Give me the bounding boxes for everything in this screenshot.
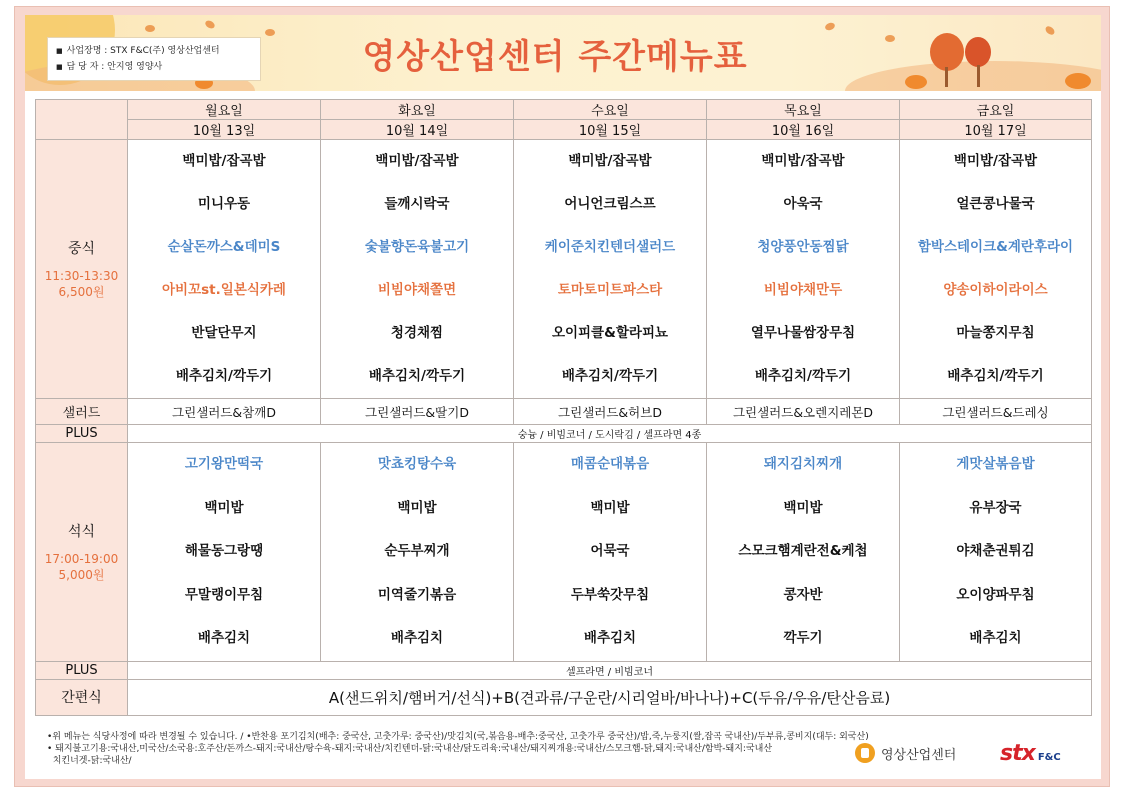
meal-price: 5,000원	[58, 567, 105, 582]
meal-time: 17:00-19:00	[44, 551, 119, 566]
meal-price: 6,500원	[58, 285, 105, 299]
menu-dish: 오이피클&할라피뇨	[551, 325, 669, 341]
menu-dish: 비빔야채쫄면	[377, 282, 457, 298]
day-name: 월요일	[128, 100, 321, 120]
menu-dish: 함박스테이크&계란후라이	[917, 239, 1074, 255]
menu-dish: 돼지김치찌개	[763, 456, 843, 472]
info-line	[56, 43, 252, 59]
menu-dish: 깍두기	[783, 630, 823, 646]
menu-dish: 백미밥/잡곡밥	[953, 153, 1038, 169]
menu-dish: 어묵국	[590, 543, 630, 559]
day-date: 10월 16일	[707, 120, 900, 140]
menu-dish: 배추김치/깍두기	[754, 368, 852, 384]
menu-dish: 토마토미트파스타	[557, 282, 663, 298]
leaf-decoration	[1044, 25, 1056, 37]
bullet-icon: ■	[56, 47, 63, 55]
salad-row	[36, 399, 1092, 425]
menu-dish: 백미밥/잡곡밥	[568, 153, 652, 169]
day-date: 10월 15일	[514, 120, 707, 140]
menu-dish: 백미밥/잡곡밥	[375, 153, 459, 169]
origin-note-line: •위 메뉴는 식당사정에 따라 변경될 수 있습니다. / •반찬용 포기김치(배추: 중국산, 고춧가루: 중국산)/맛김치(국,볶음용-배추:중국산, 고춧가루 중국산)/밥,죽,누룽지(쌀,잡곡 국내산)/두부류,콩비지(대두: 외국산)	[47, 732, 869, 742]
weekly-menu-table	[35, 99, 1092, 716]
info-company: 사업장명 : STX F&C(주) 영상산업센터	[66, 46, 220, 56]
dinner-menu-cell	[900, 443, 1092, 662]
menu-dish: 순두부찌개	[384, 543, 450, 559]
leaf-decoration	[824, 22, 836, 32]
menu-dish: 열무나물쌈장무침	[750, 325, 856, 341]
info-dietitian: 담 당 자 : 안지영 영양사	[66, 62, 163, 72]
menu-dish: 배추김치/깍두기	[947, 368, 1044, 384]
tree-decoration	[945, 67, 948, 87]
day-date: 10월 14일	[321, 120, 514, 140]
leaf-decoration	[204, 19, 216, 30]
menu-dish: 아비꼬st.일본식카레	[162, 282, 286, 298]
menu-dish: 백미밥	[204, 499, 244, 516]
plus-lunch-text: 숭늉 / 비빔코너 / 도시락김 / 셀프라면 4종	[128, 425, 1092, 443]
menu-dish: 양송이하이라이스	[943, 282, 1048, 298]
lunch-menu-cell	[514, 140, 707, 399]
origin-note-line: 치킨너겟-닭:국내산/	[47, 756, 132, 766]
plus-lunch-row	[36, 425, 1092, 443]
day-name: 화요일	[321, 100, 514, 120]
menu-dish: 백미밥	[397, 499, 437, 516]
menu-dish: 아욱국	[783, 196, 823, 212]
menu-dish: 케이준치킨텐더샐러드	[544, 239, 676, 255]
menu-dish: 순살돈까스&데미S	[167, 239, 281, 255]
menu-dish: 유부장국	[969, 499, 1022, 516]
dinner-label-cell	[36, 443, 128, 662]
company-logo	[1000, 741, 1090, 767]
menu-dish: 백미밥/잡곡밥	[761, 153, 845, 169]
menu-dish: 콩자반	[783, 586, 823, 603]
menu-dish: 해물동그랑땡	[184, 543, 264, 559]
menu-sheet	[25, 15, 1101, 779]
origin-note-line: • 돼지불고기용:국내산,미국산/소국용:호주산/돈까스-돼지:국내산/탕수육-돼지:국내산/치킨텐더-닭:국내산/닭도리육:국내산/돼지찌개용:국내산/스모크햄-닭,돼지:국내산/함박-돼지:국내산	[47, 744, 773, 754]
center-logo	[855, 741, 985, 765]
menu-dish: 비빔야채만두	[763, 282, 843, 298]
lunch-menu-cell	[900, 140, 1092, 399]
center-logo-icon	[855, 743, 875, 763]
menu-dish: 백미밥	[783, 499, 823, 516]
menu-dish: 백미밥	[590, 499, 630, 516]
menu-dish: 청양풍안동찜닭	[757, 239, 849, 255]
snack-label: 간편식	[36, 679, 128, 715]
salad-item: 그린샐러드&참깨D	[128, 399, 321, 425]
header-banner	[25, 15, 1101, 91]
menu-dish: 숯불향돈육불고기	[364, 239, 470, 255]
day-name: 수요일	[514, 100, 707, 120]
snack-row	[36, 679, 1092, 715]
menu-dish: 배추김치	[197, 630, 251, 646]
day-name: 목요일	[707, 100, 900, 120]
day-date: 10월 13일	[128, 120, 321, 140]
menu-dish: 고기왕만떡국	[184, 456, 264, 472]
menu-dish: 들깨시락국	[384, 196, 450, 212]
menu-dish: 미니우동	[197, 196, 251, 212]
tree-decoration	[930, 33, 964, 71]
salad-item: 그린샐러드&드레싱	[900, 399, 1092, 425]
tree-decoration	[977, 65, 980, 87]
menu-dish: 스모크햄계란전&케첩	[738, 543, 868, 559]
company-logo-mark: stx	[1000, 741, 1035, 766]
info-box	[47, 37, 261, 81]
snack-text: A(샌드위치/햄버거/선식)+B(견과류/구운란/시리얼바/바나나)+C(두유/우유/탄산음료)	[128, 679, 1092, 715]
leaf-decoration	[145, 25, 155, 32]
menu-dish: 어니언크림스프	[564, 196, 656, 212]
bullet-icon: ■	[56, 63, 63, 71]
lunch-menu-cell	[128, 140, 321, 399]
pumpkin-decoration	[905, 75, 927, 89]
salad-label: 샐러드	[36, 399, 128, 425]
menu-dish: 반달단무지	[191, 325, 257, 341]
meal-name: 중식	[67, 241, 96, 257]
dinner-menu-cell	[707, 443, 900, 662]
menu-dish: 배추김치	[969, 630, 1022, 646]
pumpkin-decoration	[1065, 73, 1091, 89]
salad-item: 그린샐러드&딸기D	[321, 399, 514, 425]
plus-dinner-row	[36, 661, 1092, 679]
menu-dish: 배추김치/깍두기	[175, 368, 273, 384]
company-logo-sub: F&C	[1037, 752, 1061, 763]
lunch-row	[36, 140, 1092, 399]
menu-dish: 청경채찜	[390, 325, 444, 341]
menu-dish: 얼큰콩나물국	[956, 196, 1035, 212]
plus-label: PLUS	[36, 661, 128, 679]
corner-cell	[36, 100, 128, 140]
page-frame	[14, 6, 1110, 787]
info-line	[56, 59, 252, 75]
menu-dish: 맛쵸킹탕수육	[377, 456, 457, 472]
page-title: 영상산업센터 주간메뉴표	[362, 37, 748, 77]
menu-dish: 배추김치/깍두기	[368, 368, 466, 384]
lunch-label-cell	[36, 140, 128, 399]
day-date: 10월 17일	[900, 120, 1092, 140]
meal-name: 석식	[67, 523, 96, 540]
dinner-menu-cell	[128, 443, 321, 662]
menu-dish: 배추김치	[390, 630, 444, 646]
dinner-menu-cell	[321, 443, 514, 662]
salad-item: 그린샐러드&허브D	[514, 399, 707, 425]
day-header-row	[36, 100, 1092, 120]
menu-dish: 오이양파무침	[956, 586, 1035, 603]
menu-dish: 백미밥/잡곡밥	[182, 153, 266, 169]
menu-dish: 마늘쫑지무침	[956, 325, 1035, 341]
lunch-menu-cell	[321, 140, 514, 399]
date-header-row	[36, 120, 1092, 140]
dinner-row	[36, 443, 1092, 662]
plus-dinner-text: 셀프라면 / 비빔코너	[128, 661, 1092, 679]
menu-dish: 배추김치/깍두기	[561, 368, 659, 384]
meal-time: 11:30-13:30	[44, 269, 119, 283]
menu-dish: 두부쑥갓무침	[570, 586, 650, 603]
day-name: 금요일	[900, 100, 1092, 120]
lunch-menu-cell	[707, 140, 900, 399]
tree-decoration	[965, 37, 991, 67]
plus-label: PLUS	[36, 425, 128, 443]
center-logo-text: 영상산업센터	[881, 747, 957, 763]
leaf-decoration	[885, 35, 895, 42]
dinner-menu-cell	[514, 443, 707, 662]
menu-dish: 매콤순대볶음	[570, 456, 650, 472]
menu-dish: 미역줄기볶음	[377, 586, 457, 603]
menu-dish: 무말랭이무침	[184, 586, 264, 603]
origin-notes	[47, 731, 887, 767]
menu-dish: 야채춘권튀김	[956, 543, 1035, 559]
menu-dish: 배추김치	[583, 630, 637, 646]
leaf-decoration	[265, 29, 275, 36]
salad-item: 그린샐러드&오렌지레몬D	[707, 399, 900, 425]
menu-dish: 게맛살볶음밥	[956, 456, 1035, 472]
